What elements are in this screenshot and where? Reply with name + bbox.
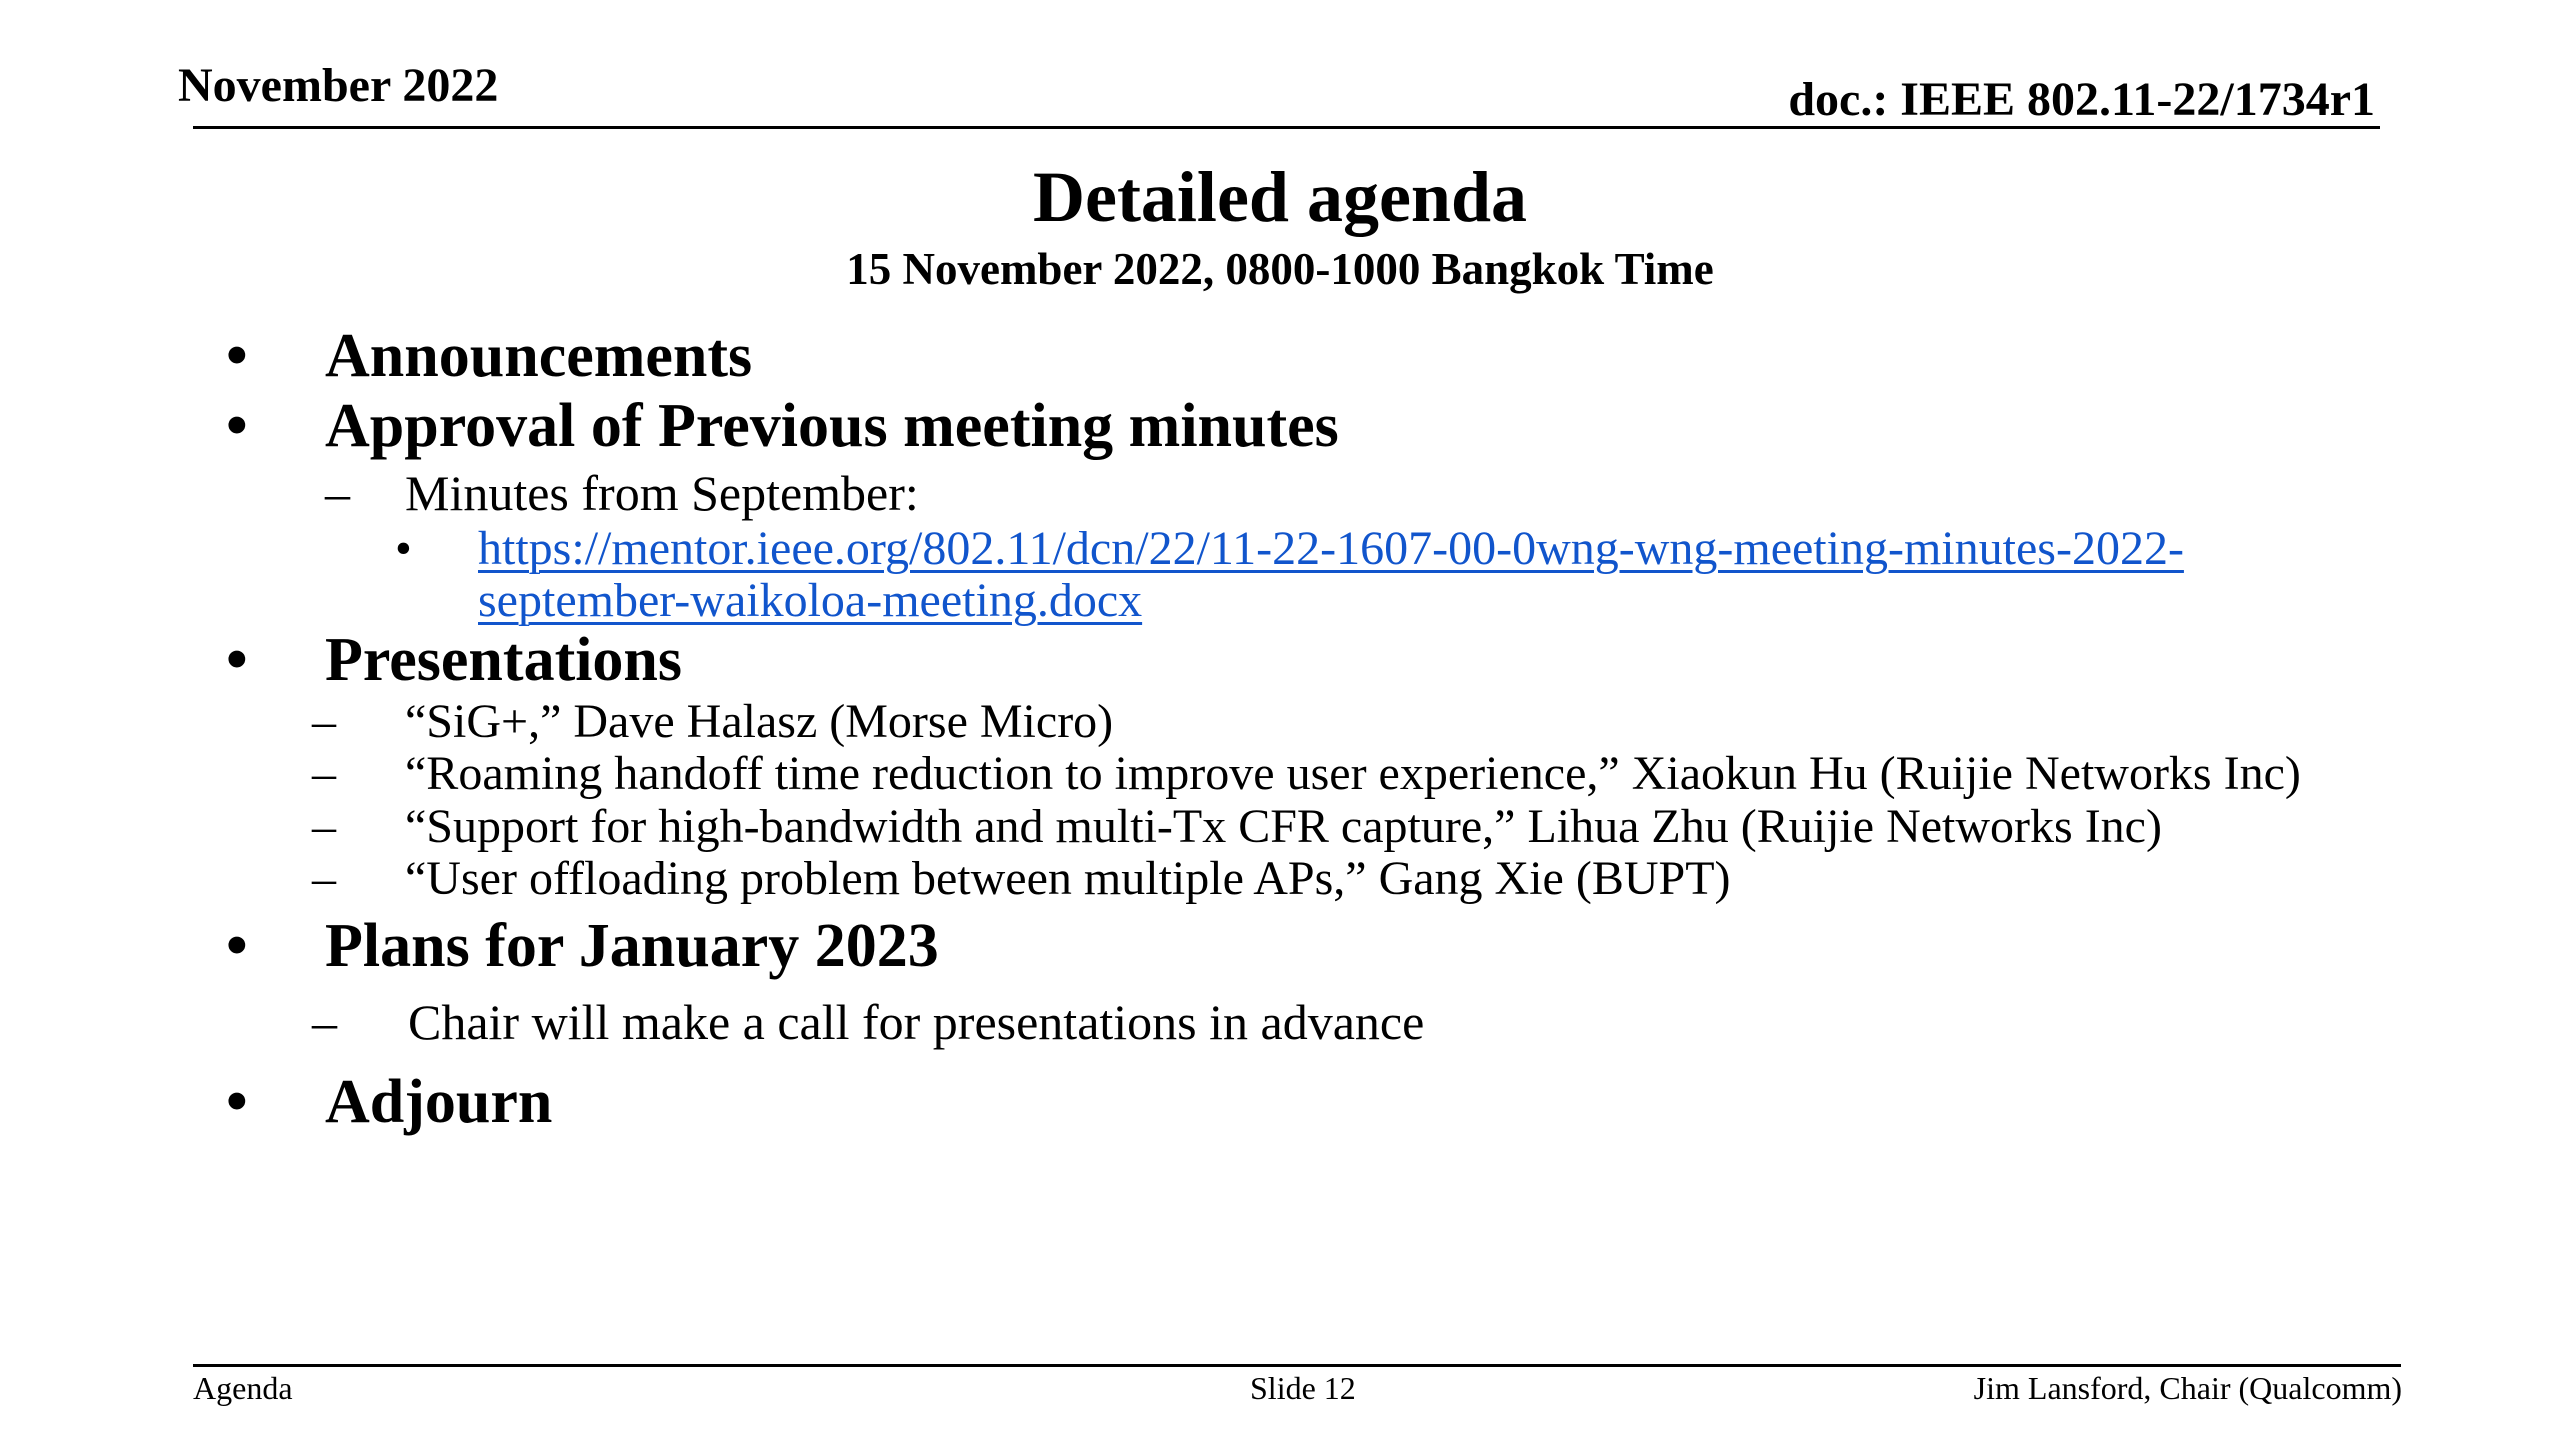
bullet-marker: • — [226, 912, 248, 980]
bullet-marker: • — [226, 322, 248, 390]
agenda-item-presentations: Presentations — [325, 626, 683, 694]
dash-marker: – — [325, 465, 350, 521]
slide-title: Detailed agenda — [1033, 157, 1527, 237]
dash-marker: – — [312, 800, 336, 853]
bullet-marker: • — [226, 1068, 248, 1136]
minutes-link-continued[interactable]: september-waikoloa-meeting.docx — [478, 574, 1143, 627]
dash-marker: – — [312, 852, 336, 905]
bullet-marker: • — [226, 392, 248, 460]
header-doc-id: doc.: IEEE 802.11-22/1734r1 — [1788, 73, 2375, 126]
footer-author: Jim Lansford, Chair (Qualcomm) — [1973, 1370, 2402, 1406]
footer-section: Agenda — [193, 1370, 293, 1406]
footer-slide-number: Slide 12 — [1250, 1370, 1356, 1406]
footer-divider — [193, 1364, 2401, 1367]
minutes-link[interactable]: https://mentor.ieee.org/802.11/dcn/22/11-22-1607-00-0wng-wng-meeting-minutes-2022- — [478, 522, 2184, 575]
slide-subtitle: 15 November 2022, 0800-1000 Bangkok Time — [846, 244, 1714, 294]
presentation-item: “User offloading problem between multiple APs,” Gang Xie (BUPT) — [405, 852, 1731, 905]
presentation-item: “Roaming handoff time reduction to improve user experience,” Xiaokun Hu (Ruijie Networks Inc) — [405, 747, 2301, 800]
header-date: November 2022 — [178, 59, 499, 112]
minutes-label: Minutes from September: — [405, 465, 919, 521]
agenda-item-approval: Approval of Previous meeting minutes — [325, 392, 1339, 460]
agenda-item-plans: Plans for January 2023 — [325, 912, 939, 980]
agenda-item-announcements: Announcements — [325, 322, 753, 390]
plans-item: Chair will make a call for presentations in advance — [408, 994, 1425, 1050]
dash-marker: – — [312, 695, 336, 748]
dash-marker: – — [312, 747, 336, 800]
bullet-marker: • — [226, 626, 248, 694]
dash-marker: – — [312, 994, 337, 1050]
agenda-item-adjourn: Adjourn — [325, 1068, 553, 1136]
presentation-item: “Support for high-bandwidth and multi-Tx CFR capture,” Lihua Zhu (Ruijie Networks Inc) — [405, 800, 2162, 853]
presentation-item: “SiG+,” Dave Halasz (Morse Micro) — [405, 695, 1114, 748]
bullet-marker: • — [395, 522, 412, 575]
header-divider — [193, 126, 2380, 129]
